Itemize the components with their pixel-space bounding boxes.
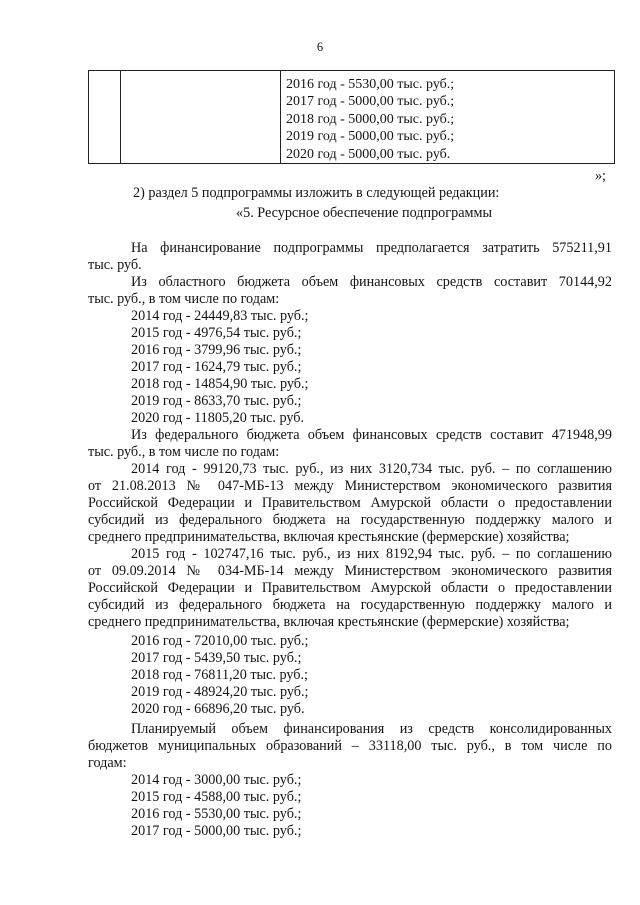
paragraph-line: Из областного бюджета объем финансовых средств составит 70144,92 <box>131 274 612 290</box>
table-year-line: 2018 год - 5000,00 тыс. руб.; <box>286 111 455 127</box>
table-cell-years <box>286 76 454 163</box>
year-line: 2016 год - 72010,00 тыс. руб.; <box>131 633 309 649</box>
table-year-line: 2019 год - 5000,00 тыс. руб.; <box>286 129 455 145</box>
paragraph-line: от 09.09.2014 № 034-МБ-14 между Министерством экономического развития <box>88 563 612 579</box>
year-line: 2015 год - 4588,00 тыс. руб.; <box>131 789 302 805</box>
paragraph-line: тыс. руб. <box>88 257 142 273</box>
year-line: 2017 год - 1624,79 тыс. руб.; <box>131 359 302 375</box>
paragraph-line: бюджетов муниципальных образований – 33118,00 тыс. руб., в том числе по <box>88 738 612 754</box>
paragraph-line: субсидий из федерального бюджета на государственную поддержку малого и <box>88 597 612 613</box>
year-line: 2016 год - 5530,00 тыс. руб.; <box>131 806 302 822</box>
page-number: 6 <box>316 40 324 54</box>
paragraph-line: Планируемый объем финансирования из средств консолидированных <box>131 721 612 737</box>
paragraph-line: 2015 год - 102747,16 тыс. руб., из них 8192,94 тыс. руб. – по соглашению <box>131 546 612 562</box>
paragraph-line: Российской Федерации и Правительством Амурской области о предоставлении <box>88 495 612 511</box>
paragraph-line: тыс. руб., в том числе по годам: <box>88 444 280 460</box>
paragraph-line: Из федерального бюджета объем финансовых средств составит 471948,99 <box>131 427 612 443</box>
year-line: 2020 год - 66896,20 тыс. руб. <box>131 701 305 717</box>
year-line: 2015 год - 4976,54 тыс. руб.; <box>131 325 302 341</box>
year-line: 2018 год - 76811,20 тыс. руб.; <box>131 667 308 683</box>
paragraph-line: среднего предпринимательства, включая крестьянские (фермерские) хозяйства; <box>88 529 570 545</box>
paragraph-line: годам: <box>88 755 127 771</box>
paragraph-line: субсидий из федерального бюджета на государственную поддержку малого и <box>88 512 612 528</box>
closing-quote: »; <box>594 168 606 184</box>
table-column-divider <box>280 71 281 163</box>
year-line: 2016 год - 3799,96 тыс. руб.; <box>131 342 302 358</box>
paragraph-line: среднего предпринимательства, включая крестьянские (фермерские) хозяйства; <box>88 614 570 630</box>
paragraph-line: 2014 год - 99120,73 тыс. руб., из них 3120,734 тыс. руб. – по соглашению <box>131 461 612 477</box>
funding-table <box>88 70 615 164</box>
table-year-line: 2017 год - 5000,00 тыс. руб.; <box>286 94 455 110</box>
year-line: 2019 год - 48924,20 тыс. руб.; <box>131 684 309 700</box>
year-line: 2014 год - 3000,00 тыс. руб.; <box>131 772 302 788</box>
table-year-line: 2020 год - 5000,00 тыс. руб. <box>286 146 451 162</box>
section-heading: «5. Ресурсное обеспечение подпрограммы <box>236 205 492 221</box>
table-column-divider <box>120 71 121 163</box>
paragraph-line: от 21.08.2013 № 047-МБ-13 между Министерством экономического развития <box>88 478 612 494</box>
section-item: 2) раздел 5 подпрограммы изложить в следующей редакции: <box>133 185 500 201</box>
paragraph-line: тыс. руб., в том числе по годам: <box>88 291 280 307</box>
year-line: 2014 год - 24449,83 тыс. руб.; <box>131 308 309 324</box>
table-year-line: 2016 год - 5530,00 тыс. руб.; <box>286 77 455 92</box>
year-line: 2017 год - 5439,50 тыс. руб.; <box>131 650 302 666</box>
year-line: 2020 год - 11805,20 тыс. руб. <box>131 410 305 426</box>
year-line: 2018 год - 14854,90 тыс. руб.; <box>131 376 309 392</box>
year-line: 2017 год - 5000,00 тыс. руб.; <box>131 823 302 839</box>
year-line: 2019 год - 8633,70 тыс. руб.; <box>131 393 302 409</box>
paragraph-line: На финансирование подпрограммы предполагается затратить 575211,91 <box>131 240 612 256</box>
paragraph-line: Российской Федерации и Правительством Амурской области о предоставлении <box>88 580 612 596</box>
